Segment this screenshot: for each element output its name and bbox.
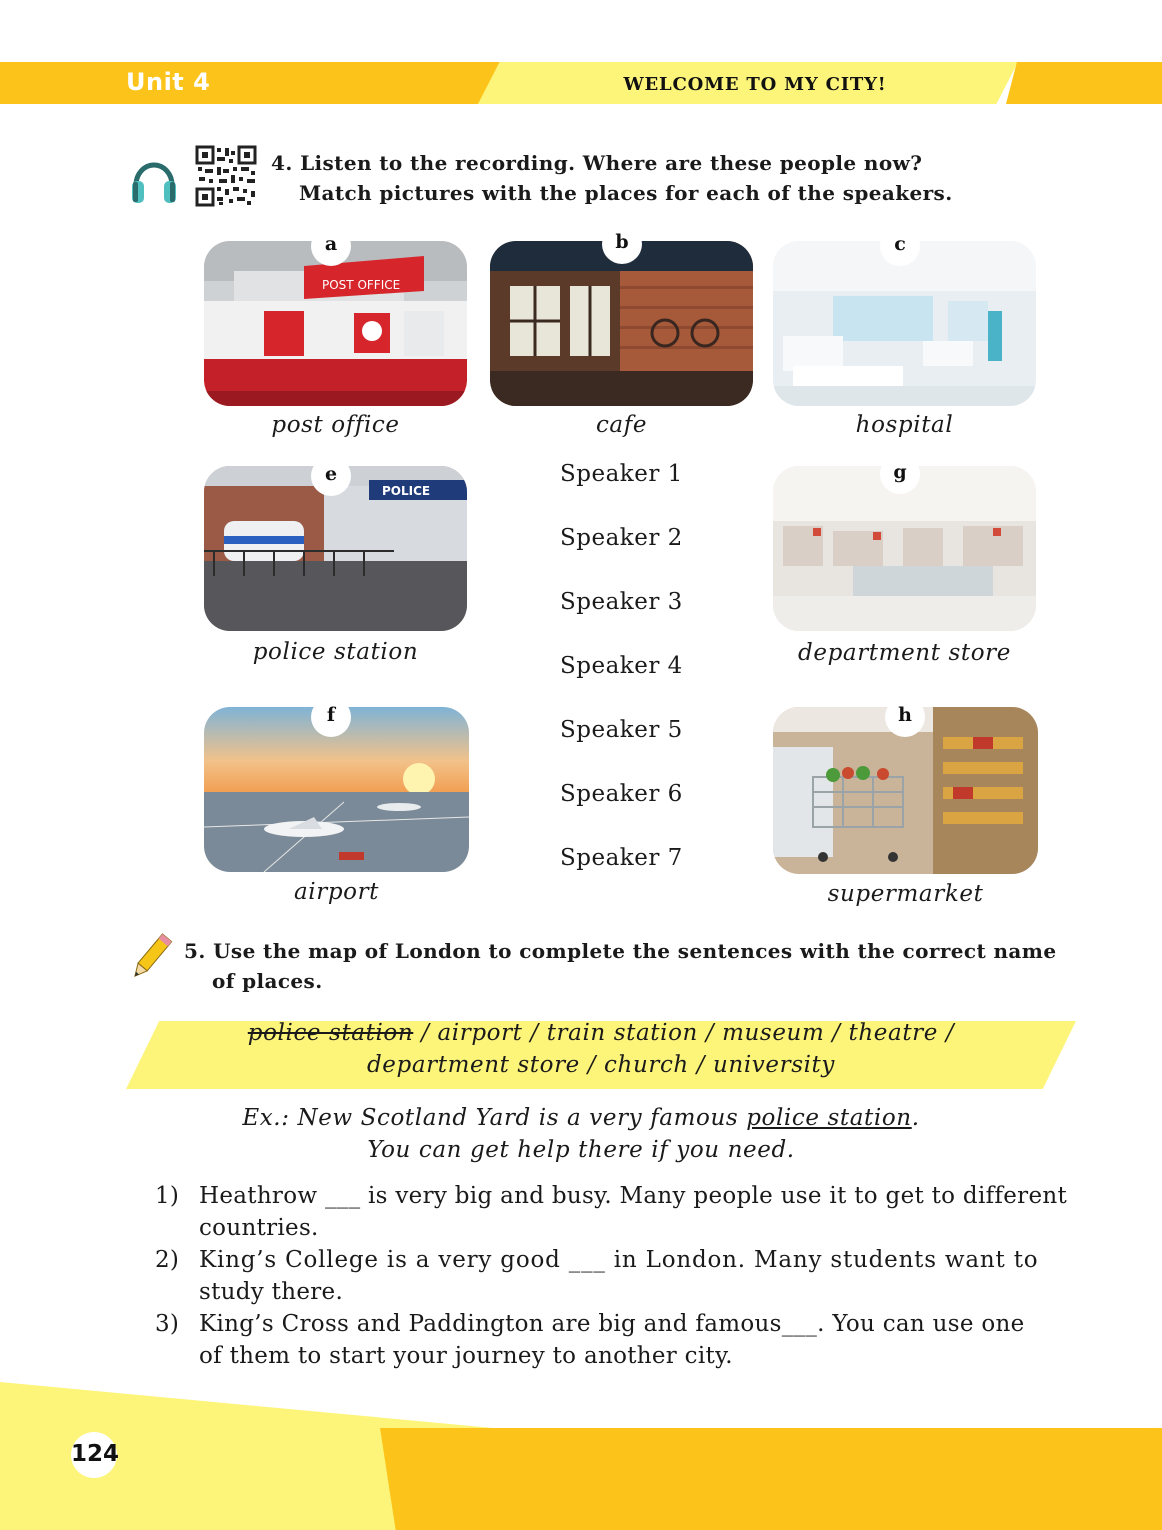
- caption-hospital: hospital: [855, 412, 954, 438]
- word-bank-words-1: / airport / train station / museum / theatre /: [413, 1020, 955, 1046]
- header-band-left: [0, 62, 500, 104]
- item-3-line-1: King’s Cross and Paddington are big and famous___. You can use one: [199, 1311, 1025, 1337]
- speaker-5: Speaker 5: [560, 717, 683, 743]
- picture-letter-e: e: [311, 456, 351, 496]
- caption-post-office: post office: [271, 412, 400, 438]
- picture-letter-g: g: [880, 454, 920, 494]
- item-3-line-2: of them to start your journey to another city.: [199, 1343, 733, 1369]
- photo-hospital: [773, 241, 1036, 406]
- task-5-instruction: [184, 936, 1084, 996]
- word-bank-example-word: police station: [247, 1020, 414, 1046]
- speaker-1: Speaker 1: [560, 461, 683, 487]
- word-bank-line-2: department store / church / university: [366, 1052, 835, 1078]
- picture-letter-a: a: [311, 226, 351, 266]
- exercise-item-2: [155, 1244, 1085, 1308]
- item-2-line-1: King’s College is a very good ___ in London. Many students want to: [199, 1247, 1039, 1273]
- caption-airport: airport: [293, 879, 380, 905]
- example-sentence: [0, 1105, 1162, 1131]
- exercise-item-1: [155, 1180, 1085, 1244]
- task-number: 5.: [184, 939, 206, 963]
- item-2-line-2: study there.: [199, 1279, 344, 1305]
- example-suffix: .: [911, 1105, 920, 1131]
- caption-cafe: cafe: [595, 412, 648, 438]
- speaker-3: Speaker 3: [560, 589, 683, 615]
- item-number: 3): [155, 1311, 180, 1337]
- picture-letter-f: f: [311, 697, 351, 737]
- task-number: 4.: [271, 151, 293, 175]
- speaker-6: Speaker 6: [560, 781, 683, 807]
- picture-letter-h: h: [885, 697, 925, 737]
- item-number: 2): [155, 1247, 180, 1273]
- item-1-line-1: Heathrow ___ is very big and busy. Many people use it to get to different: [199, 1183, 1068, 1209]
- picture-letter-b: b: [602, 224, 642, 264]
- item-1-line-2: countries.: [199, 1215, 319, 1241]
- task-4-line-2: Match pictures with the places for each of the speakers.: [299, 181, 953, 205]
- photo-post-office-sign: POST OFFICE: [322, 278, 401, 292]
- footer-band-orange: [380, 1428, 1162, 1530]
- task-4-instruction: [271, 148, 1091, 208]
- unit-label: Unit 4: [126, 68, 211, 96]
- photo-police-sign: POLICE: [382, 484, 431, 498]
- example-prefix: Ex.: New Scotland Yard is a very famous: [242, 1105, 747, 1131]
- speaker-7: Speaker 7: [560, 845, 683, 871]
- pencil-icon: [126, 930, 176, 985]
- caption-police-station: police station: [252, 639, 419, 665]
- photo-cafe: [490, 241, 753, 406]
- item-number: 1): [155, 1183, 180, 1209]
- task-5-line-2: of places.: [212, 969, 323, 993]
- speaker-4: Speaker 4: [560, 653, 683, 679]
- chapter-title: WELCOME TO MY CITY!: [623, 74, 887, 95]
- qr-code[interactable]: [195, 145, 257, 207]
- example-answer: police station: [746, 1105, 912, 1131]
- photo-post-office: [204, 241, 467, 406]
- caption-department-store: department store: [798, 640, 1011, 666]
- page-number: 124: [71, 1432, 117, 1478]
- task-5-line-1: Use the map of London to complete the sentences with the correct name: [213, 939, 1057, 963]
- picture-letter-c: c: [880, 226, 920, 266]
- word-bank-line-1: [126, 1020, 1076, 1046]
- exercise-item-3: [155, 1308, 1085, 1372]
- headphones-icon[interactable]: [128, 155, 180, 205]
- caption-supermarket: supermarket: [827, 881, 984, 907]
- speaker-2: Speaker 2: [560, 525, 683, 551]
- example-line-2: You can get help there if you need.: [367, 1137, 795, 1163]
- task-4-line-1: Listen to the recording. Where are these people now?: [300, 151, 923, 175]
- header-band-right: [1006, 62, 1162, 104]
